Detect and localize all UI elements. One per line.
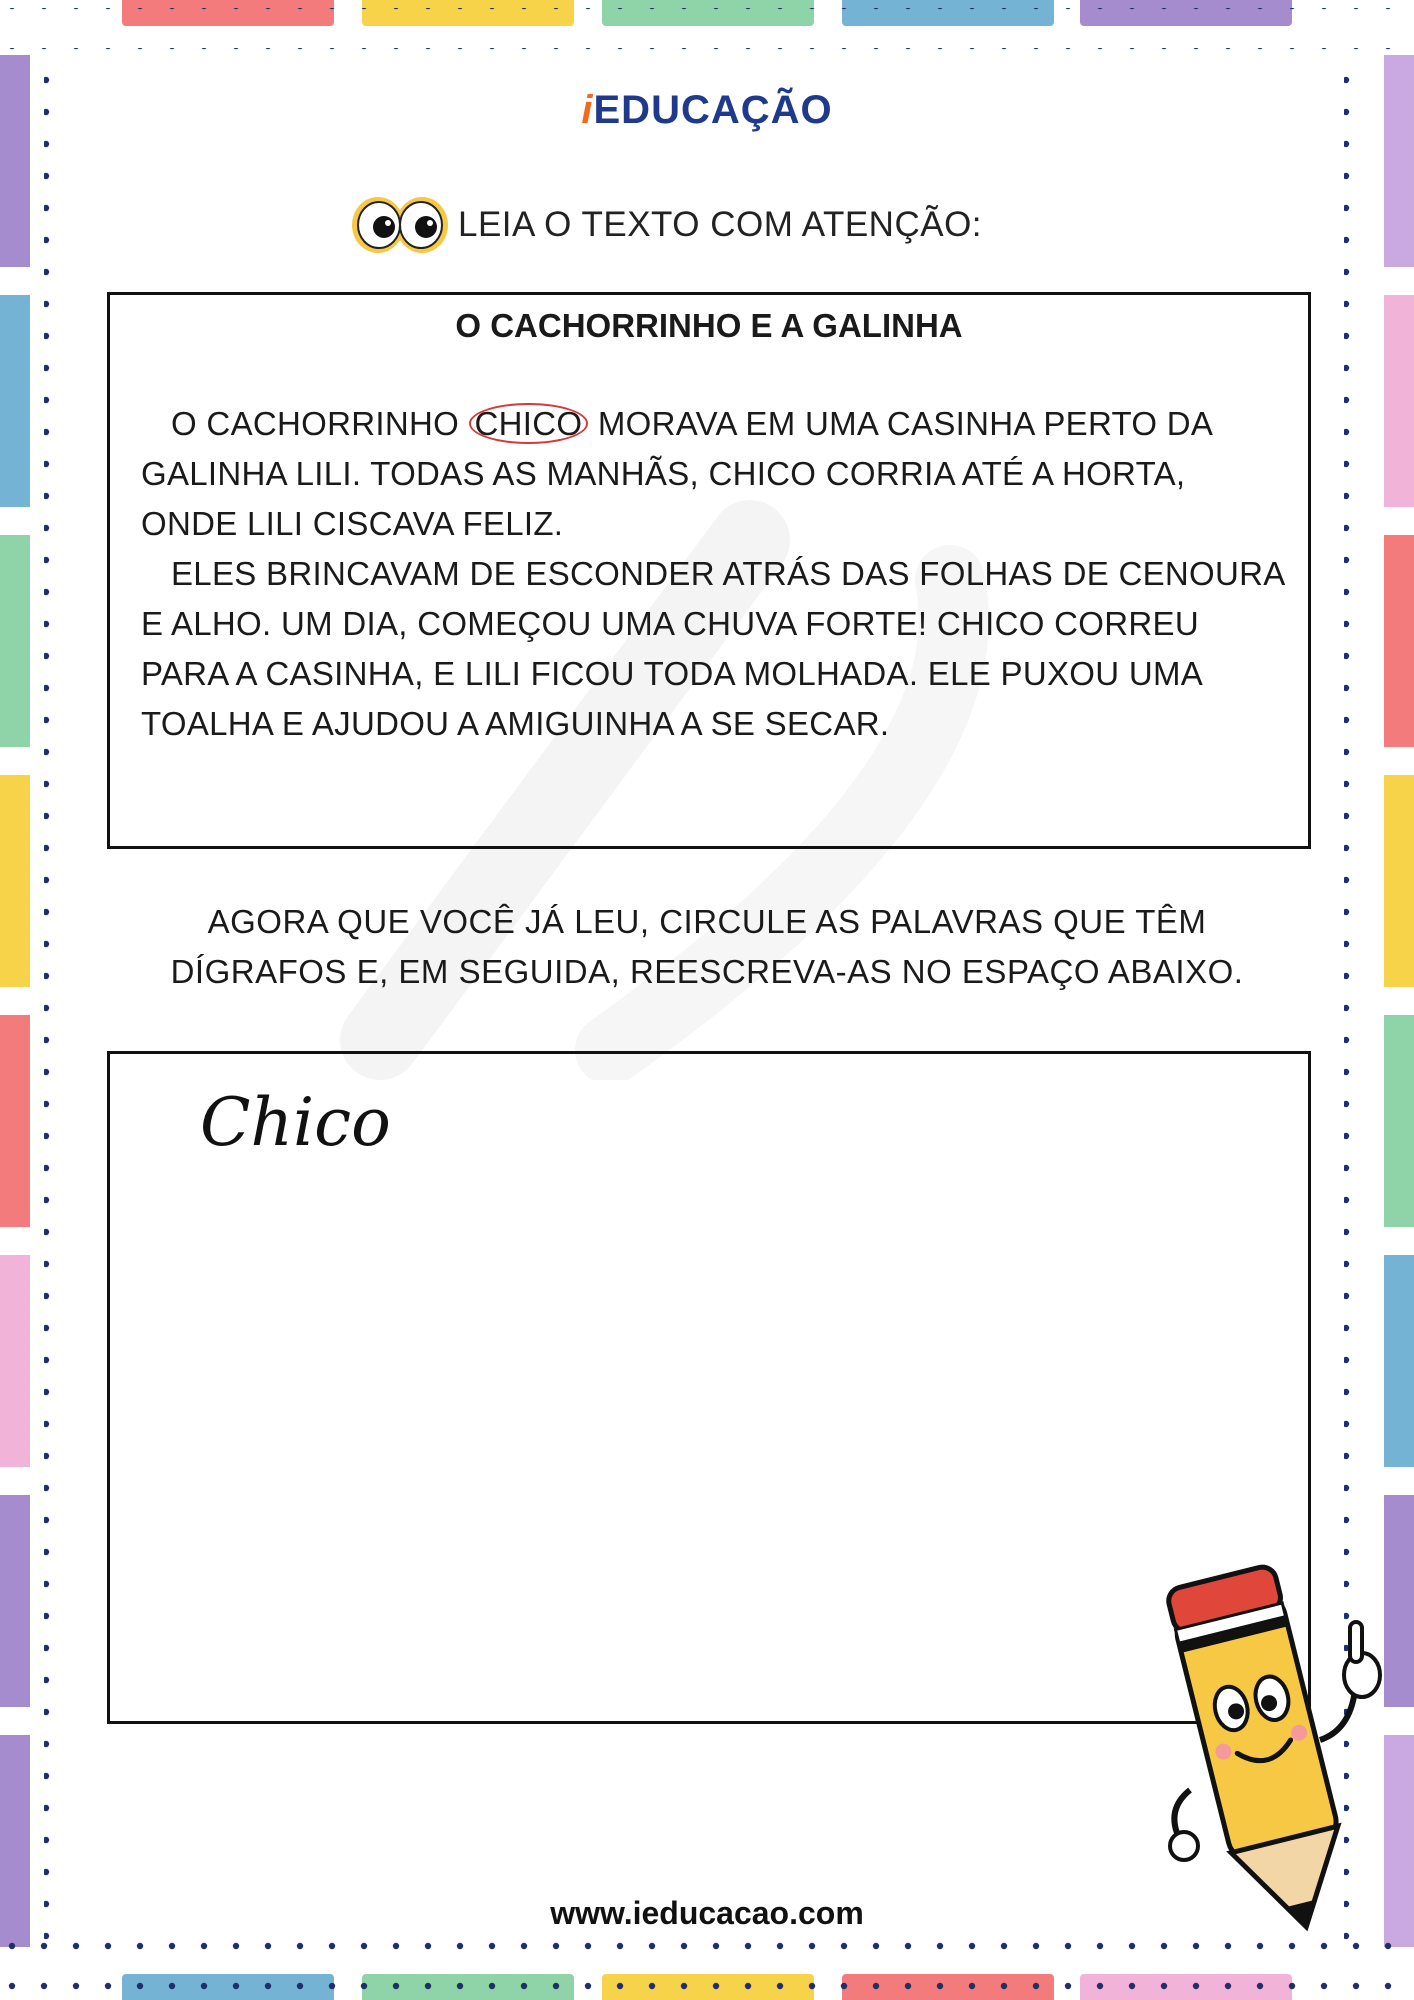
answer-box[interactable] [107, 1051, 1311, 1724]
handwritten-answer: Chico [200, 1084, 391, 1161]
task-instruction: AGORA QUE VOCÊ JÁ LEU, CIRCULE AS PALAVRAS QUE TÊM DÍGRAFOS E, EM SEGUIDA, REESCREVA-AS NO ESPAÇO ABAIXO. [170, 903, 1244, 990]
story-box [107, 292, 1311, 849]
read-instruction-text: LEIA O TEXTO COM ATENÇÃO: [458, 205, 983, 244]
pencil-mascot-icon [1150, 1540, 1390, 1940]
story-p1-after: MORAVA EM UMA CASINHA PERTO DA GALINHA LILI. TODAS AS MANHÃS, CHICO CORRIA ATÉ A HORTA, ONDE LILI CISCAVA FELIZ. [141, 405, 1212, 542]
brand-name: EDUCAÇÃO [593, 88, 833, 132]
footer-url[interactable]: www.ieducacao.com [550, 1895, 864, 1931]
brand-logo [0, 88, 1414, 133]
story-text [141, 399, 1288, 749]
eyes-icon [350, 193, 450, 257]
story-paragraph-2: ELES BRINCAVAM DE ESCONDER ATRÁS DAS FOLHAS DE CENOURA E ALHO. UM DIA, COMEÇOU UMA CHUVA FORTE! CHICO CORREU PARA A CASINHA, E LILI FICOU TODA MOLHADA. ELE PUXOU UMA TOALHA E AJUDOU A AMIGUINHA A SE SECAR. [141, 555, 1284, 742]
story-paragraph-1 [141, 399, 1288, 549]
brand-prefix: i [581, 88, 594, 132]
story-p1-before: O CACHORRINHO [171, 405, 469, 442]
read-instruction [350, 193, 982, 257]
story-title: O CACHORRINHO E A GALINHA [455, 307, 963, 344]
circled-word: CHICO [469, 403, 589, 444]
